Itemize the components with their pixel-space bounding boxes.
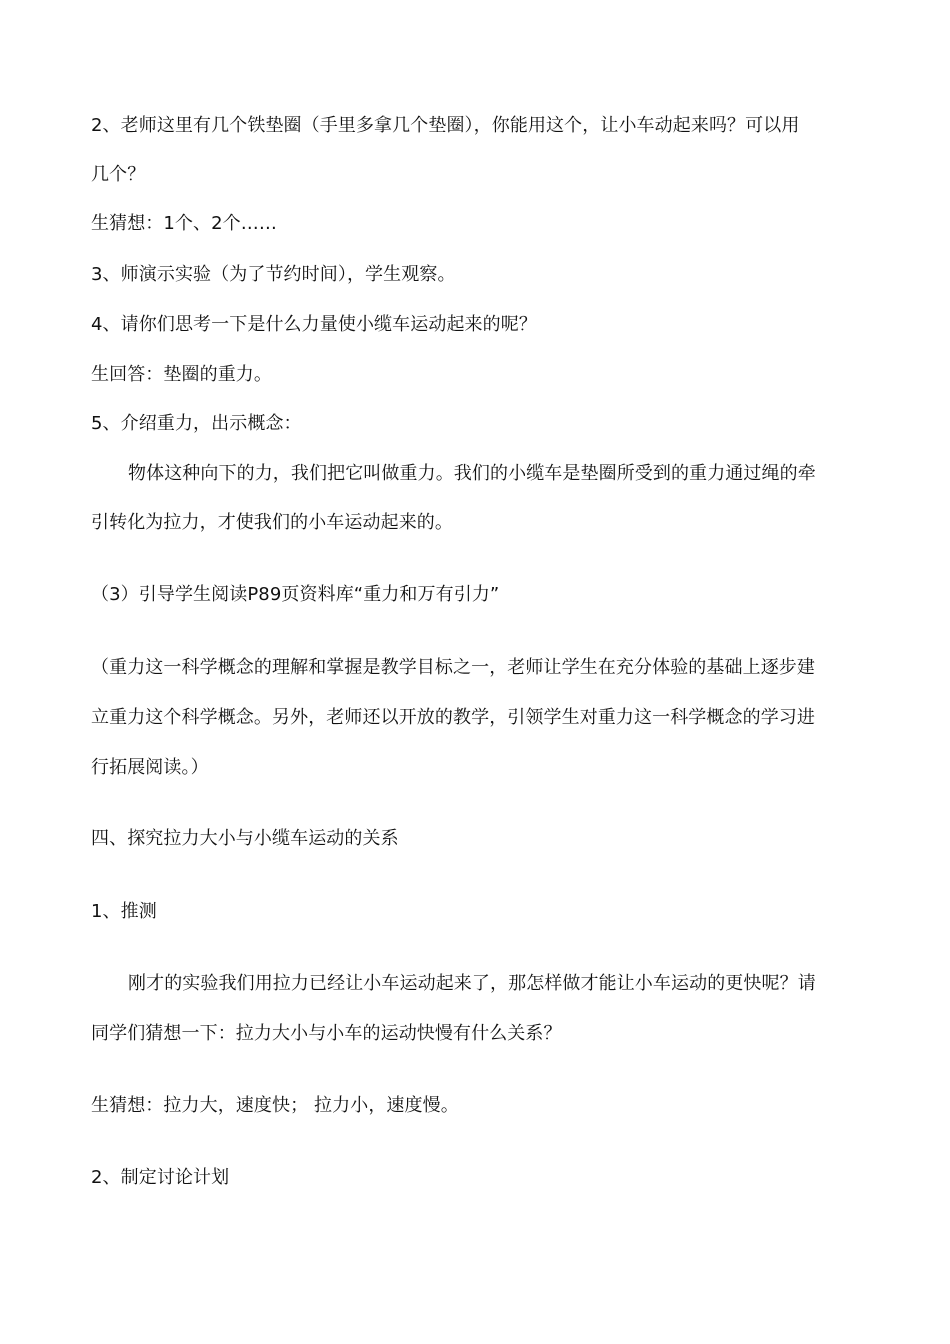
paragraph-line: 几个？ [91, 164, 146, 185]
subsection-heading: 1、推测 [91, 901, 157, 922]
paragraph-line: 生猜想：拉力大，速度快； 拉力小，速度慢。 [91, 1095, 459, 1116]
paragraph-line: 5、介绍重力，出示概念： [91, 413, 302, 434]
paragraph-line: （3）引导学生阅读P89页资料库“重力和万有引力” [91, 584, 500, 605]
subsection-heading: 2、制定讨论计划 [91, 1167, 230, 1188]
paragraph-line: （重力这一科学概念的理解和掌握是教学目标之一，老师让学生在充分体验的基础上逐步建 [91, 657, 815, 678]
paragraph-line: 同学们猜想一下：拉力大小与小车的运动快慢有什么关系？ [91, 1023, 562, 1044]
paragraph-line: 刚才的实验我们用拉力已经让小车运动起来了，那怎样做才能让小车运动的更快呢？请 [128, 973, 816, 994]
paragraph-line: 4、请你们思考一下是什么力量使小缆车运动起来的呢？ [91, 314, 537, 335]
paragraph-line: 生回答：垫圈的重力。 [91, 364, 272, 385]
paragraph-line: 立重力这个科学概念。另外，老师还以开放的教学，引领学生对重力这一科学概念的学习进 [91, 707, 815, 728]
paragraph-line: 引转化为拉力，才使我们的小车运动起来的。 [91, 512, 453, 533]
paragraph-line: 物体这种向下的力，我们把它叫做重力。我们的小缆车是垫圈所受到的重力通过绳的牵 [128, 463, 816, 484]
paragraph-line: 2、老师这里有几个铁垫圈（手里多拿几个垫圈），你能用这个，让小车动起来吗？可以用 [91, 115, 800, 136]
paragraph-line: 3、师演示实验（为了节约时间），学生观察。 [91, 264, 456, 285]
paragraph-line: 行拓展阅读。） [91, 757, 209, 778]
paragraph-line: 生猜想：1个、2个…… [91, 213, 278, 234]
section-heading: 四、探究拉力大小与小缆车运动的关系 [91, 828, 399, 849]
